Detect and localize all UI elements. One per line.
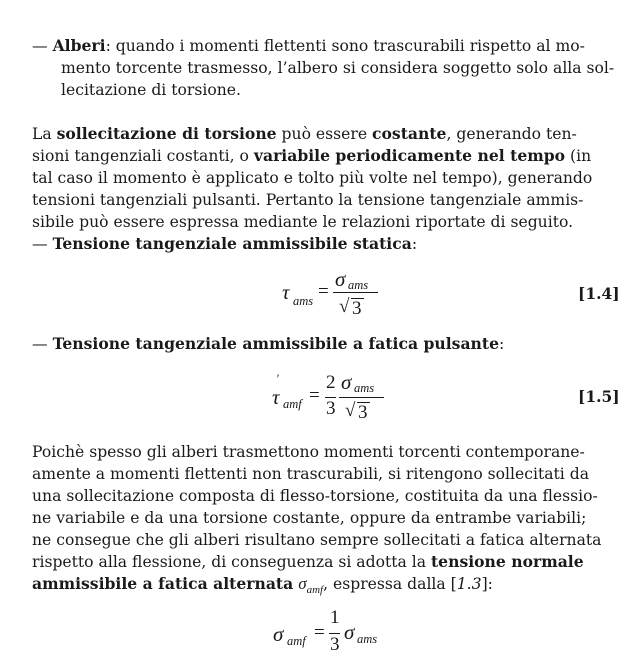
- label-tensione-pulsante: Tensione tangenziale ammissibile a fatica pulsante: [52, 334, 500, 353]
- sigma-symbol: σ: [273, 622, 284, 646]
- coefficient-numerator: 1: [330, 607, 340, 628]
- bullet-alberi-line1: [32, 35, 585, 57]
- bullet-pulsante: — Tensione tangenziale ammissibile a fatica pulsante:: [32, 334, 505, 353]
- bullet-dash: —: [32, 235, 48, 253]
- para2-line2: amente a momenti flettenti non trascurabili, si ritengono sollecitati da: [32, 465, 590, 483]
- term-sollecitazione-torsione: sollecitazione di torsione: [56, 124, 277, 143]
- coefficient-numerator: 2: [326, 372, 336, 393]
- equals-sign: =: [318, 281, 329, 302]
- para2-line1: Poichè spesso gli alberi trasmettono momenti torcenti contemporane-: [32, 443, 585, 461]
- term-costante: costante: [372, 124, 447, 143]
- tau-prime: ': [276, 372, 279, 386]
- bullet-alberi-line2: mento torcente trasmesso, l’albero si considera soggetto solo alla sol-: [61, 59, 615, 77]
- equation-number-1-5: [1.5]: [578, 387, 620, 406]
- para1-line4: tensioni tangenziali pulsanti. Pertanto la tensione tangenziale ammis-: [32, 191, 584, 209]
- bullet-statica: — Tensione tangenziale ammissibile statica:: [32, 234, 418, 253]
- term-tensione-normale: tensione normale: [430, 552, 584, 571]
- para2-line3: una sollecitazione composta di flesso-torsione, costituita da una flessio-: [32, 487, 598, 505]
- tau-subscript: ams: [293, 294, 314, 308]
- tau-symbol: τ: [272, 385, 280, 409]
- bullet-alberi-text: : quando i momenti flettenti sono trascurabili rispetto al mo-: [105, 37, 585, 55]
- sqrt-argument: 3: [358, 402, 368, 423]
- fraction-bar: [339, 397, 384, 398]
- sigma-symbol: σ: [335, 267, 346, 291]
- equals-sign: =: [314, 622, 325, 643]
- coefficient-denominator: 3: [326, 398, 336, 419]
- label-tensione-statica: Tensione tangenziale ammissibile statica: [52, 234, 412, 253]
- tau-symbol: τ: [282, 280, 290, 304]
- para1-line5: sibile può essere espressa mediante le relazioni riportate di seguito.: [32, 213, 574, 231]
- para1-line2: sioni tangenziali costanti, o variabile periodicamente nel tempo (in: [32, 146, 592, 165]
- term-variabile: variabile periodicamente nel tempo: [253, 146, 566, 165]
- para2-line7: ammissibile a fatica alternata $\sigma_{amf}$, espressa dalla [1.3]:: [32, 574, 493, 597]
- inline-sigma-symbol: σ: [298, 574, 307, 593]
- sigma-symbol: σ: [341, 370, 352, 394]
- para2-line4: ne variabile e da una torsione costante, oppure da entrambe variabili;: [32, 509, 587, 527]
- sqrt-sign: √: [339, 296, 350, 317]
- bullet-dash: —: [32, 335, 48, 353]
- equation-number-1-4: [1.4]: [578, 284, 620, 303]
- rhs-sigma-subscript: ams: [357, 632, 378, 646]
- coefficient-denominator: 3: [330, 634, 340, 655]
- fraction-bar: [333, 292, 378, 293]
- term-alberi: Alberi: [52, 36, 106, 55]
- sigma-subscript: ams: [348, 278, 369, 292]
- para1-line1: La sollecitazione di torsione può essere costante, generando ten-: [32, 124, 577, 143]
- rhs-sigma-symbol: σ: [344, 620, 355, 644]
- sigma-subscript: ams: [354, 381, 375, 395]
- term-ammissibile-fatica: ammissibile a fatica alternata: [32, 574, 294, 593]
- bullet-alberi-line3: lecitazione di torsione.: [61, 81, 241, 99]
- para2-line6: rispetto alla flessione, di conseguenza si adotta la tensione normale: [32, 552, 584, 571]
- sqrt-sign: √: [345, 400, 356, 421]
- tau-subscript: amf: [283, 397, 302, 411]
- equals-sign: =: [309, 385, 320, 406]
- sigma-subscript: amf: [287, 634, 306, 648]
- inline-sigma-subscript: amf: [306, 584, 324, 597]
- bullet-dash: —: [32, 37, 48, 55]
- para1-line3: tal caso il momento è applicato e tolto più volte nel tempo), generando: [32, 169, 593, 187]
- sqrt-argument: 3: [352, 298, 362, 319]
- para2-line5: ne consegue che gli alberi risultano sempre sollecitati a fatica alternata: [32, 531, 602, 549]
- equation-reference: 1.3: [456, 575, 482, 593]
